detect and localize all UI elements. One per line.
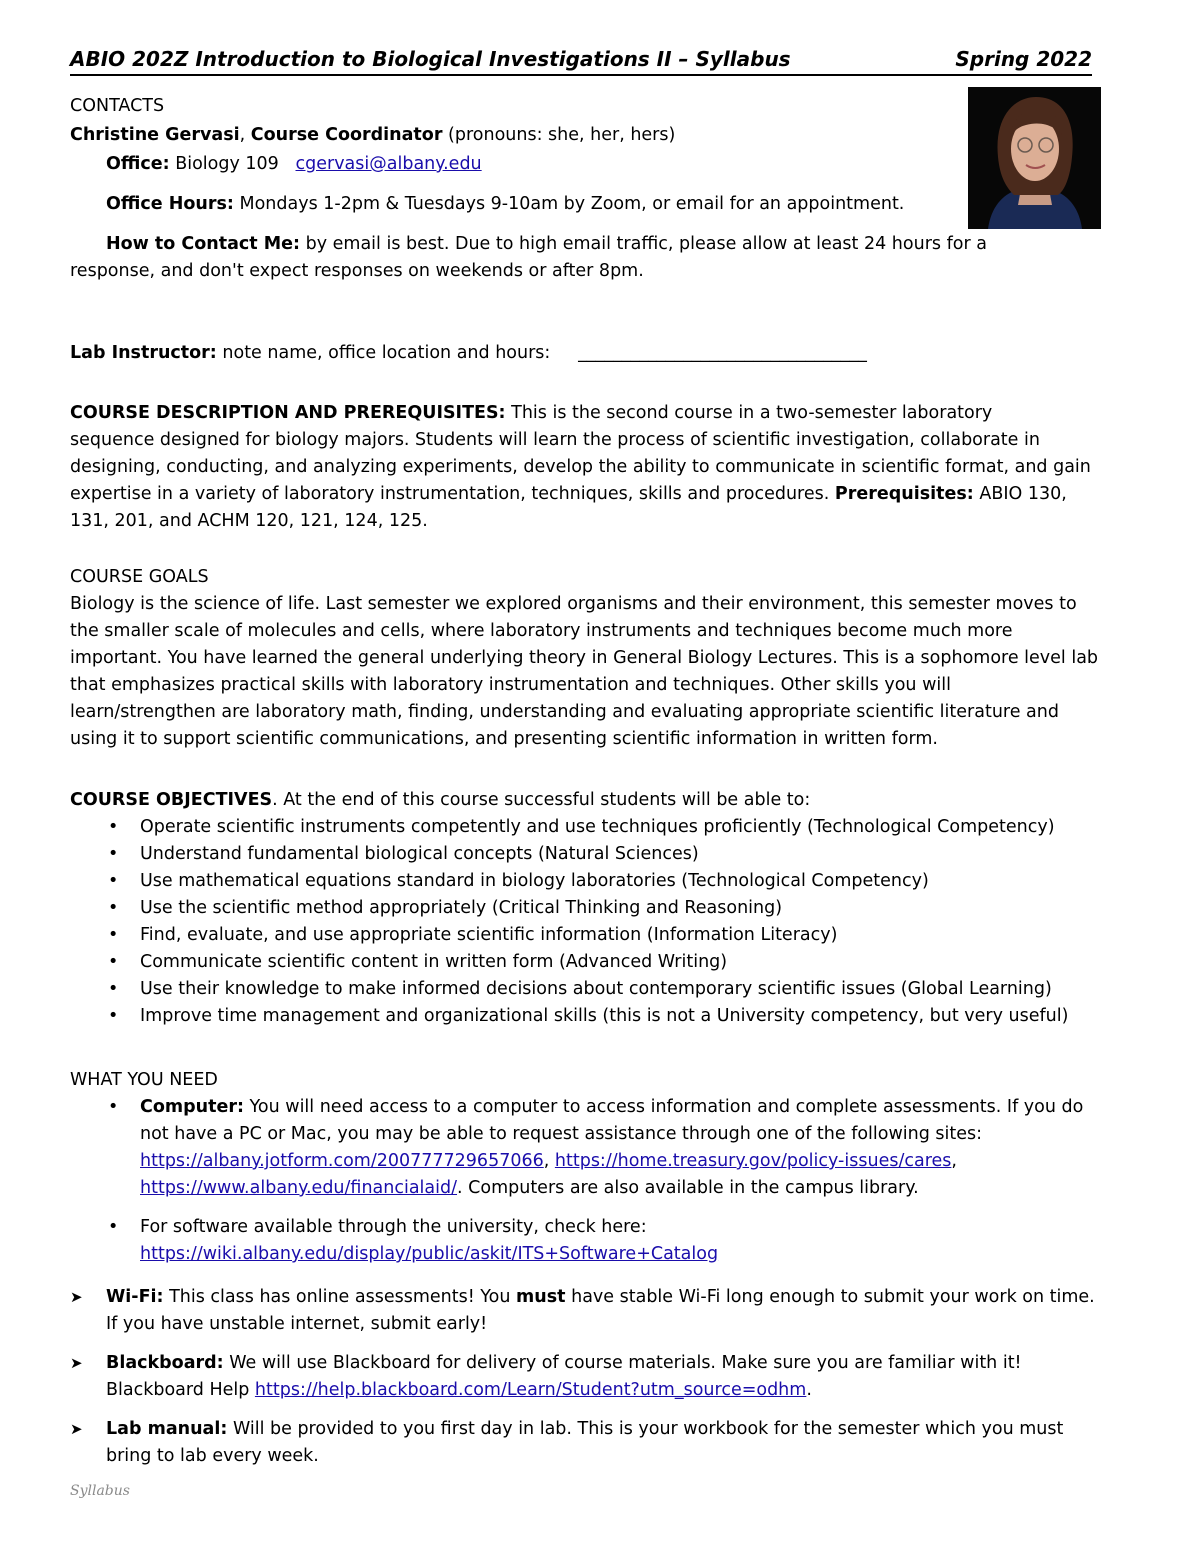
computer-text: not have a PC or Mac, you may be able to request assistance through one of the following sites: xyxy=(140,1124,983,1144)
list-item: • Use their knowledge to make informed decisions about contemporary scientific issues (Global Learning) xyxy=(70,976,1130,1003)
contact-text: by email is best. Due to high email traffic, please allow at least 24 hours for a xyxy=(305,234,987,254)
needs-arrow-list xyxy=(70,1284,1140,1470)
wifi-text: have stable Wi-Fi long enough to submit your work on time. xyxy=(571,1287,1095,1307)
list-item: • Communicate scientific content in written form (Advanced Writing) xyxy=(70,949,1130,976)
list-item-lab-manual xyxy=(70,1416,1140,1470)
objectives-intro: . At the end of this course successful students will be able to: xyxy=(272,790,811,810)
prerequisites-label: Prerequisites: xyxy=(834,484,974,504)
list-item: • Improve time management and organizational skills (this is not a University competency, but very useful) xyxy=(70,1003,1130,1030)
term: Spring 2022 xyxy=(955,47,1092,71)
goals-line: important. You have learned the general underlying theory in General Biology Lectures. This is a sophomore level lab xyxy=(70,648,1099,668)
prerequisites-b: 131, 201, and ACHM 120, 121, 124, 125. xyxy=(70,511,428,531)
office-label: Office: xyxy=(106,154,170,174)
wifi-label: Wi-Fi: xyxy=(106,1287,164,1307)
arrow-bullet-icon: ➤ xyxy=(70,1420,83,1438)
lab-manual-text: bring to lab every week. xyxy=(106,1446,319,1466)
office-hours: Mondays 1-2pm & Tuesdays 9-10am by Zoom, or email for an appointment. xyxy=(239,194,905,214)
description-heading: COURSE DESCRIPTION AND PREREQUISITES: xyxy=(70,403,506,423)
treasury-link[interactable]: https://home.treasury.gov/policy-issues/cares xyxy=(554,1151,952,1171)
list-item: • Use mathematical equations standard in biology laboratories (Technological Competency) xyxy=(70,868,1130,895)
objectives-section xyxy=(70,787,1130,1030)
description-section xyxy=(70,400,1130,535)
wifi-text: This class has online assessments! You xyxy=(169,1287,511,1307)
list-item: • Find, evaluate, and use appropriate scientific information (Information Literacy) xyxy=(70,922,1130,949)
page-header xyxy=(70,46,1092,76)
wifi-text: If you have unstable internet, submit early! xyxy=(106,1314,488,1334)
contact-label: How to Contact Me: xyxy=(106,234,301,254)
computer-text: You will need access to a computer to access information and complete assessments. If you do xyxy=(249,1097,1084,1117)
blackboard-help: Blackboard Help xyxy=(106,1380,250,1400)
lab-manual-label: Lab manual: xyxy=(106,1419,228,1439)
wifi-must: must xyxy=(516,1287,566,1307)
email-link[interactable]: cgervasi@albany.edu xyxy=(295,154,482,174)
financialaid-link[interactable]: https://www.albany.edu/financialaid/ xyxy=(140,1178,458,1198)
needs-list xyxy=(70,1094,1130,1268)
list-item: • Operate scientific instruments competently and use techniques proficiently (Technological Competency) xyxy=(70,814,1130,841)
contacts-heading: CONTACTS xyxy=(70,96,165,116)
computer-tail: . Computers are also available in the campus library. xyxy=(457,1178,919,1198)
office-hours-line xyxy=(70,191,1130,218)
needs-section xyxy=(70,1067,1130,1268)
list-item-computer: • Computer: You will need access to a computer to access information and complete assessments. If you do not have a PC or Mac, you may be able to request assistance through one of the following sites: https://albany.jotform.com/200777729657066, https://home.treasury.gov/policy-issues/cares, https://www.albany.edu/financialaid/. Computers are also available in the campus library. xyxy=(70,1094,1130,1202)
software-text: For software available through the university, check here: xyxy=(140,1217,647,1237)
list-item-software xyxy=(70,1214,1130,1268)
goals-line: Biology is the science of life. Last semester we explored organisms and their environment, this semester moves to xyxy=(70,594,1077,614)
description-line: expertise in a variety of laboratory instrumentation, techniques, skills and procedures. xyxy=(70,484,830,504)
arrow-bullet-icon: ➤ xyxy=(70,1288,83,1306)
goals-line: the smaller scale of molecules and cells, where laboratory instruments and techniques become much more xyxy=(70,621,1013,641)
pronouns: (pronouns: she, her, hers) xyxy=(448,125,676,145)
needs-heading: WHAT YOU NEED xyxy=(70,1070,218,1090)
goals-section xyxy=(70,564,1130,753)
list-item: • Use the scientific method appropriately (Critical Thinking and Reasoning) xyxy=(70,895,1130,922)
goals-line: learn/strengthen are laboratory math, finding, understanding and evaluating appropriate scientific literature and xyxy=(70,702,1059,722)
list-item: • Understand fundamental biological concepts (Natural Sciences) xyxy=(70,841,1130,868)
jotform-link[interactable]: https://albany.jotform.com/200777729657066 xyxy=(140,1151,544,1171)
contact-method-line xyxy=(70,231,1130,258)
document-title: ABIO 202Z Introduction to Biological Investigations II – Syllabus xyxy=(70,47,791,71)
office-line xyxy=(70,151,1130,178)
goals-line: using it to support scientific communications, and presenting scientific information in written form. xyxy=(70,729,938,749)
blackboard-label: Blackboard: xyxy=(106,1353,224,1373)
computer-label: Computer: xyxy=(140,1097,244,1117)
lab-manual-text: Will be provided to you first day in lab. This is your workbook for the semester which you must xyxy=(232,1419,1064,1439)
description-line: designing, conducting, and analyzing experiments, develop the ability to communicate in scientific format, and gain xyxy=(70,457,1091,477)
coordinator-name: Christine Gervasi xyxy=(70,125,240,145)
blackboard-help-link[interactable]: https://help.blackboard.com/Learn/Student?utm_source=odhm xyxy=(254,1380,807,1400)
lab-instructor-label: Lab Instructor: xyxy=(70,343,217,363)
contact-text-cont: response, and don't expect responses on weekends or after 8pm. xyxy=(70,261,644,281)
goals-line: that emphasizes practical skills with laboratory instrumentation and techniques. Other skills you will xyxy=(70,675,951,695)
page-footer: Syllabus xyxy=(70,1483,130,1499)
lab-instructor-blank: _________________________________ xyxy=(578,343,867,363)
lab-instructor-line xyxy=(70,340,1130,367)
list-item-blackboard: ➤ Blackboard: We will use Blackboard for delivery of course materials. Make sure you are familiar with it! Blackboard Help https://help.blackboard.com/Learn/Student?utm_source=odhm. xyxy=(70,1350,1140,1404)
software-catalog-link[interactable]: https://wiki.albany.edu/display/public/askit/ITS+Software+Catalog xyxy=(140,1244,719,1264)
blackboard-text: We will use Blackboard for delivery of course materials. Make sure you are familiar with it! xyxy=(229,1353,1022,1373)
objectives-list xyxy=(70,814,1130,1030)
contacts-section xyxy=(70,93,1130,285)
coordinator-line: Christine Gervasi, Course Coordinator (pronouns: she, her, hers) xyxy=(70,125,676,145)
objectives-heading: COURSE OBJECTIVES xyxy=(70,790,273,810)
description-line: sequence designed for biology majors. Students will learn the process of scientific investigation, collaborate in xyxy=(70,430,1040,450)
list-item-wifi xyxy=(70,1284,1140,1338)
lab-instructor-text: note name, office location and hours: xyxy=(222,343,551,363)
office-location: Biology 109 xyxy=(175,154,279,174)
description-lead: This is the second course in a two-semester laboratory xyxy=(511,403,993,423)
prerequisites-a: ABIO 130, xyxy=(979,484,1067,504)
arrow-bullet-icon: ➤ xyxy=(70,1354,83,1372)
coordinator-role: Course Coordinator xyxy=(250,125,443,145)
office-hours-label: Office Hours: xyxy=(106,194,234,214)
goals-heading: COURSE GOALS xyxy=(70,567,209,587)
